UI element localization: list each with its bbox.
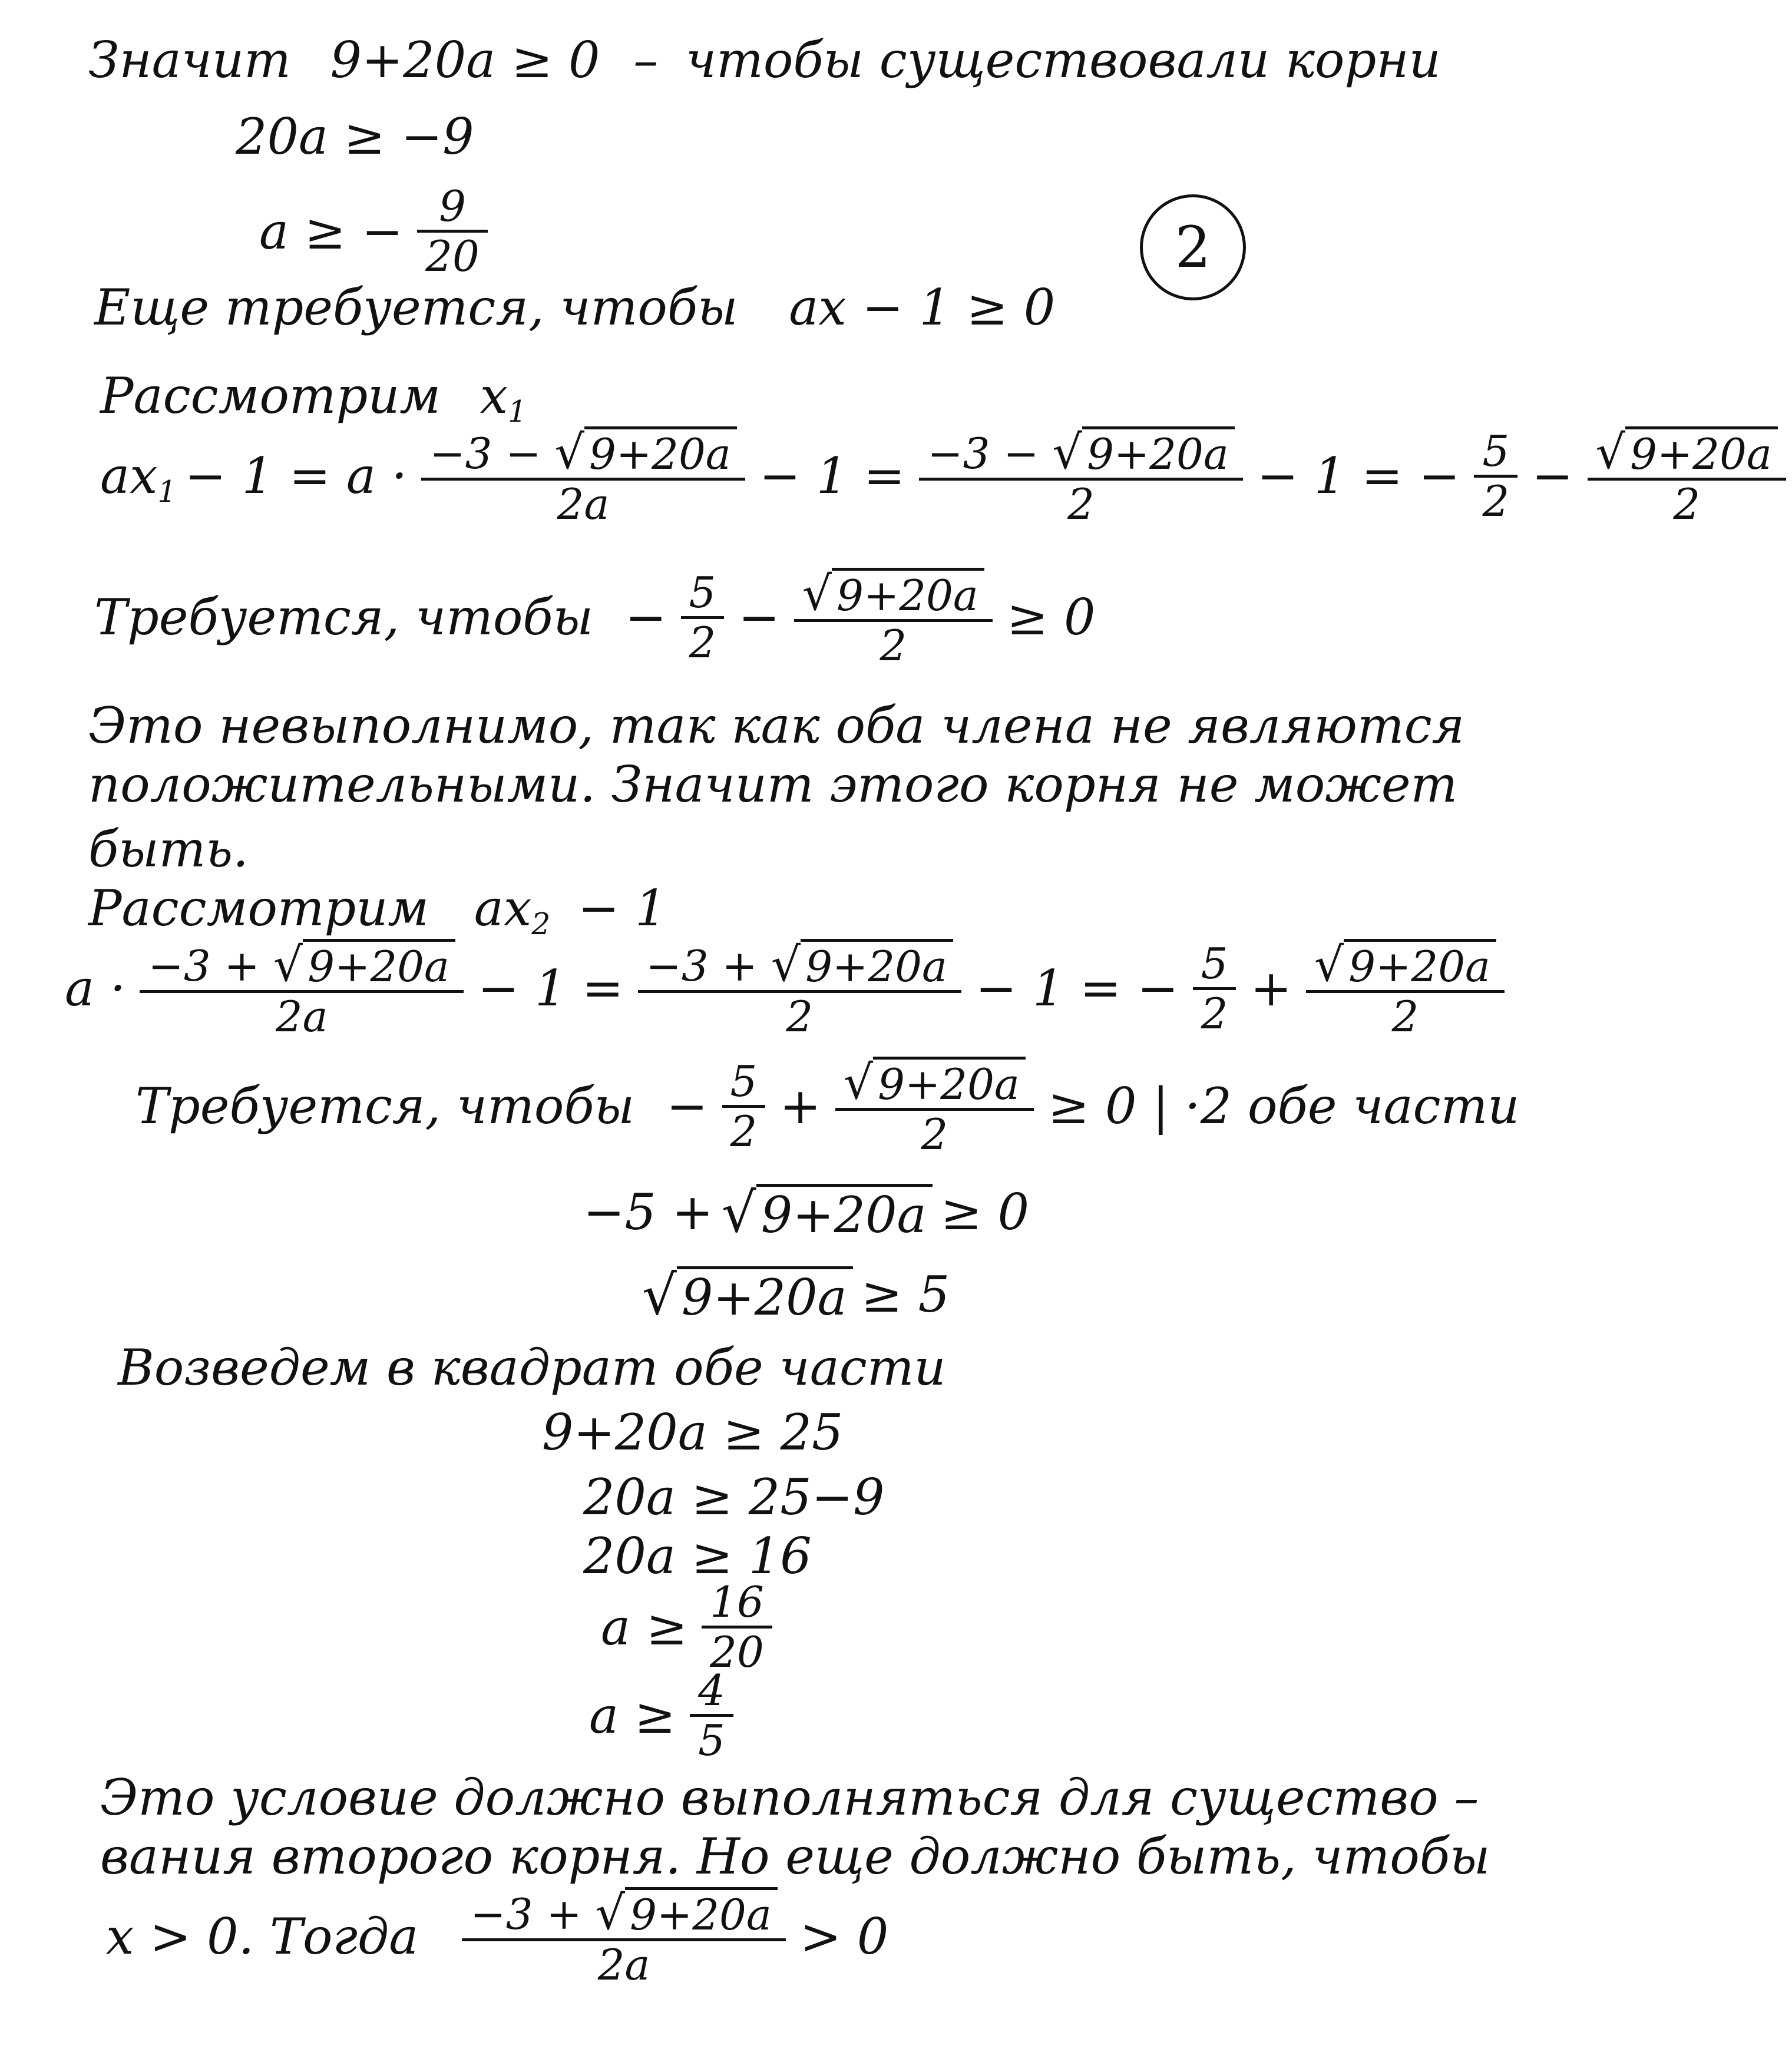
sqrt: √ 9+20a: [1314, 939, 1496, 988]
fraction: 5 2: [1193, 940, 1236, 1037]
line-23: вания второго корня. Но еще должно быть, чтобы: [100, 1828, 1490, 1885]
line-19: 20a ≥ 16: [583, 1527, 812, 1585]
sqrt: √ 9+20a: [802, 568, 984, 617]
line-7: Требуется, чтобы − 5 2 − √ 9+20a 2 ≥ 0: [94, 565, 1096, 670]
fraction: √ 9+20a 2: [794, 565, 993, 669]
line-15: √ 9+20a ≥ 5: [642, 1263, 950, 1327]
fraction: √ 9+20a 2: [1306, 936, 1505, 1040]
line-10: быть.: [88, 820, 249, 878]
sqrt: √ 9+20a: [555, 426, 737, 475]
sqrt: √ 9+20a: [771, 939, 953, 988]
line-22: Это условие должно выполняться для существо –: [100, 1769, 1479, 1826]
line-6: ax1 − 1 = a · −3 − √ 9+20a 2a − 1 = −3 − √ 9+20a 2 − 1 = − 5 2 − √ 9+20a 2: [100, 424, 1792, 528]
fraction: 5 2: [722, 1058, 766, 1155]
sqrt: √ 9+20a: [844, 1057, 1026, 1106]
line-1: Значит 9+20a ≥ 0 – чтобы существовали корни: [88, 31, 1441, 89]
fraction: −3 + √ 9+20a 2a: [140, 936, 463, 1040]
fraction: −3 + √ 9+20a 2a: [462, 1885, 785, 1988]
line-24: x > 0. Тогда −3 + √ 9+20a 2a > 0: [106, 1885, 889, 1990]
line-16: Возведем в квадрат обе части: [118, 1339, 946, 1396]
fraction: 4 5: [690, 1667, 733, 1764]
sqrt: √ 9+20a: [722, 1184, 933, 1240]
line-9: положительными. Значит этого корня не может: [88, 756, 1458, 813]
line-14: −5 + √ 9+20a ≥ 0: [583, 1180, 1030, 1245]
line-13: Требуется, чтобы − 5 2 + √ 9+20a 2 ≥ 0 | ·2 обе части: [135, 1054, 1520, 1159]
fraction: 5 2: [1474, 428, 1517, 525]
line-17: 9+20a ≥ 25: [542, 1404, 844, 1461]
page-number-circle: [1140, 194, 1246, 300]
sqrt: √ 9+20a: [1596, 426, 1778, 475]
line-20: a ≥ 16 20: [601, 1578, 778, 1676]
fraction: 9 20: [417, 183, 488, 280]
line-8: Это невыполнимо, так как оба члена не являются: [88, 697, 1465, 754]
line-2: 20a ≥ −9: [236, 108, 474, 166]
line-4: Еще требуется, чтобы ax − 1 ≥ 0: [94, 279, 1056, 336]
fraction: −3 − √ 9+20a 2: [919, 424, 1242, 528]
line-5: Рассмотрим x1: [100, 367, 527, 429]
sqrt: √ 9+20a: [273, 939, 455, 988]
line-21: a ≥ 4 5: [589, 1667, 739, 1764]
fraction: −3 − √ 9+20a 2a: [421, 424, 745, 528]
fraction: 16 20: [702, 1578, 772, 1676]
line-3: a ≥ − 9 20: [259, 183, 494, 280]
fraction: 5 2: [681, 569, 725, 666]
line-11: Рассмотрим ax2 − 1: [88, 879, 667, 942]
fraction: √ 9+20a 2: [1588, 424, 1786, 528]
sqrt: √ 9+20a: [642, 1266, 853, 1322]
sqrt: √ 9+20a: [1053, 426, 1235, 475]
fraction: √ 9+20a 2: [835, 1054, 1034, 1158]
line-18: 20a ≥ 25−9: [583, 1468, 885, 1526]
page-number: 2: [1175, 214, 1211, 280]
sqrt: √ 9+20a: [596, 1887, 778, 1936]
fraction: −3 + √ 9+20a 2: [638, 936, 961, 1040]
line-12: a · −3 + √ 9+20a 2a − 1 = −3 + √ 9+20a 2 − 1 = − 5 2 + √ 9+20a 2: [65, 936, 1510, 1040]
